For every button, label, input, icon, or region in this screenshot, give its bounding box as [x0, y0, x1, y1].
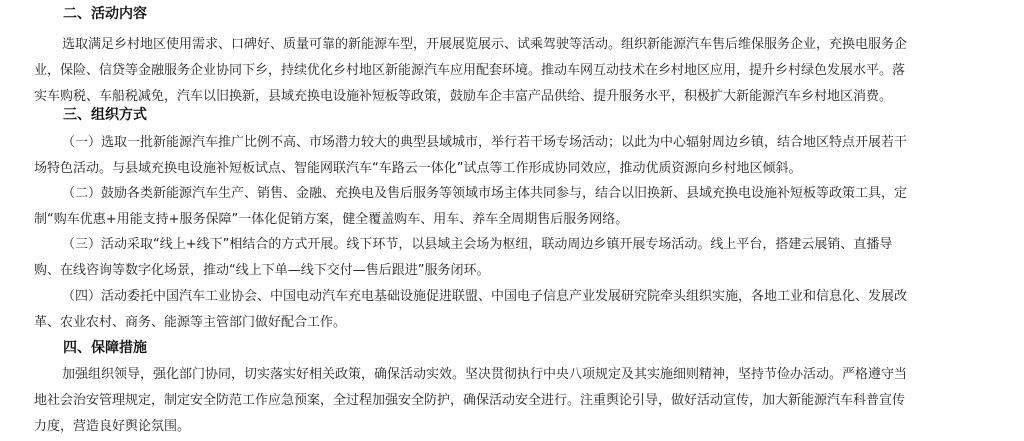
paragraph-line: （一）选取一批新能源汽车推广比例不高、市场潜力较大的典型县域城市，举行若干场专场活动；以此为中心辐射周边乡镇，结合地区特点开展若干: [62, 135, 908, 150]
paragraph-line: 选取满足乡村地区使用需求、口碑好、质量可靠的新能源车型，开展展览展示、试乘驾驶等活动。组织新能源汽车售后维保服务企业，充换电服务企: [62, 37, 908, 52]
paragraph-organization-1: [34, 130, 1002, 182]
paragraph-line: 业，保险、信贷等金融服务企业协同下乡，持续优化乡村地区新能源汽车应用配套环境。推动车网互动技术在乡村地区应用，提升乡村绿色发展水平。落: [34, 63, 906, 78]
section-heading-activity-content: 二、活动内容: [63, 6, 147, 22]
section-heading-organization: 三、组织方式: [63, 107, 147, 123]
paragraph-line: 革、农业农村、商务、能源等主管部门做好配合工作。: [34, 315, 347, 330]
paragraph-line: 场特色活动。与县域充换电设施补短板试点、智能网联汽车“车路云一体化”试点等工作形成协同效应，推动优质资源向乡村地区倾斜。: [34, 161, 802, 176]
section-heading-safeguards: 四、保障措施: [63, 340, 147, 356]
paragraph-organization-4: [34, 284, 1002, 336]
paragraph-organization-3: [34, 232, 1002, 284]
paragraph-line: 地社会治安管理规定，制定安全防范工作应急预案，全过程加强安全防护，确保活动安全进行。注重舆论引导，做好活动宣传，加大新能源汽车科普宣传: [34, 393, 906, 408]
paragraph-line: （三）活动采取“线上+线下”相结合的方式开展。线下环节，以县域主会场为枢纽，联动周边乡镇开展专场活动。线上平台，搭建云展销、直播导: [62, 237, 893, 252]
paragraph-line: 购、在线咨询等数字化场景，推动“线上下单—线下交付—售后跟进”服务闭环。: [34, 263, 490, 278]
paragraph-line: 制“购车优惠+用能支持+服务保障”一体化促销方案，健全覆盖购车、用车、养车全周期售后服务网络。: [34, 212, 629, 227]
paragraph-line: （四）活动委托中国汽车工业协会、中国电动汽车充电基础设施促进联盟、中国电子信息产业发展研究院牵头组织实施，各地工业和信息化、发展改: [62, 289, 908, 304]
paragraph-organization-2: [34, 181, 1002, 233]
paragraph-safeguards: [34, 362, 1002, 440]
paragraph-line: 加强组织领导，强化部门协同，切实落实好相关政策，确保活动实效。坚决贯彻执行中央八项规定及其实施细则精神，坚持节俭办活动。严格遵守当: [62, 367, 908, 382]
paragraph-line: 力度，营造良好舆论氛围。: [34, 419, 191, 434]
paragraph-activity-content: [34, 32, 1002, 110]
paragraph-line: 实车购税、车船税减免，汽车以旧换新，县域充换电设施补短板等政策，鼓励车企丰富产品供给、提升服务水平，积极扩大新能源汽车乡村地区消费。: [34, 89, 893, 104]
paragraph-line: （二）鼓励各类新能源汽车生产、销售、金融、充换电及售后服务等领域市场主体共同参与，结合以旧换新、县域充换电设施补短板等政策工具，定: [62, 186, 908, 201]
